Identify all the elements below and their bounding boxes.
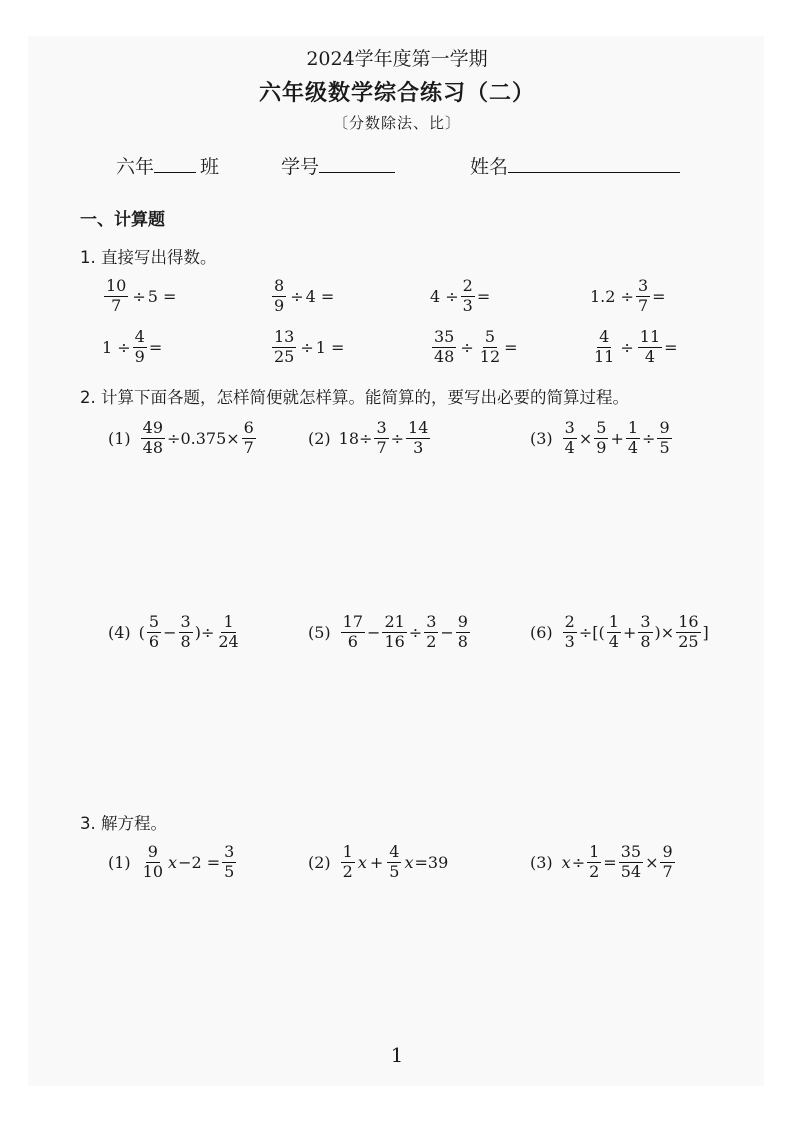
expression-text: × bbox=[645, 852, 659, 872]
fraction bbox=[638, 614, 652, 651]
fraction bbox=[432, 329, 456, 366]
q1-item-1 bbox=[102, 278, 176, 315]
numerator: 3 bbox=[224, 842, 235, 861]
expression-text: − bbox=[367, 622, 381, 642]
fraction bbox=[272, 278, 286, 315]
numerator: 9 bbox=[147, 842, 158, 861]
expression-text: ÷ bbox=[460, 337, 474, 357]
q3-heading: 3. 解方程。 bbox=[80, 814, 167, 833]
denominator: 2 bbox=[342, 861, 353, 881]
numerator: 13 bbox=[274, 327, 295, 346]
denominator: 5 bbox=[389, 861, 400, 881]
denominator: 12 bbox=[479, 346, 501, 366]
school-year-line: 2024学年度第一学期 bbox=[306, 48, 488, 70]
numerator: 49 bbox=[142, 418, 164, 437]
fraction bbox=[636, 278, 650, 315]
q1-item-4 bbox=[590, 278, 666, 315]
q3-equation-1 bbox=[108, 844, 238, 881]
numerator: 3 bbox=[640, 612, 651, 631]
numerator: 2 bbox=[462, 276, 473, 295]
denominator: 10 bbox=[142, 861, 164, 881]
denominator: 7 bbox=[111, 295, 122, 315]
denominator: 8 bbox=[180, 631, 191, 651]
numerator: 8 bbox=[274, 276, 285, 295]
denominator: 4 bbox=[608, 631, 619, 651]
numerator: 11 bbox=[639, 327, 661, 346]
denominator: 25 bbox=[274, 346, 295, 366]
fraction bbox=[626, 420, 640, 457]
fraction bbox=[461, 278, 475, 315]
section-calculation-heading: 一、计算题 bbox=[80, 210, 165, 230]
expression-text: ] bbox=[702, 622, 709, 642]
fraction bbox=[657, 420, 671, 457]
q2-problem-6 bbox=[530, 614, 709, 651]
numerator: 35 bbox=[620, 842, 642, 861]
numerator: 17 bbox=[342, 612, 364, 631]
numerator: 9 bbox=[659, 418, 670, 437]
expression-text: ÷ bbox=[408, 622, 423, 642]
q1-heading: 1. 直接写出得数。 bbox=[80, 248, 217, 267]
fraction bbox=[594, 420, 608, 457]
denominator: 7 bbox=[376, 437, 387, 457]
q1-item-5 bbox=[102, 329, 162, 366]
student-no-label: 学号 bbox=[281, 156, 320, 178]
fraction bbox=[592, 329, 616, 366]
numerator: 21 bbox=[384, 612, 405, 631]
fraction bbox=[179, 614, 193, 651]
expression-text: ÷ bbox=[132, 286, 146, 306]
denominator: 6 bbox=[347, 631, 358, 651]
q1-item-8 bbox=[590, 329, 678, 366]
fraction bbox=[133, 329, 147, 366]
q2-problem-3 bbox=[530, 420, 674, 457]
expression-text: × bbox=[578, 428, 593, 448]
fraction bbox=[478, 329, 502, 366]
fraction bbox=[147, 614, 161, 651]
page-subtitle: 〔分数除法、比〕 bbox=[332, 114, 461, 132]
problem-label: (5) bbox=[308, 622, 331, 642]
denominator: 7 bbox=[662, 861, 673, 881]
expression-text: = bbox=[504, 337, 518, 357]
problem-label: (1) bbox=[108, 428, 131, 448]
numerator: 9 bbox=[457, 612, 468, 631]
expression-text: 4 ÷ bbox=[430, 286, 459, 306]
variable: x bbox=[357, 852, 367, 872]
fraction bbox=[272, 329, 296, 366]
expression-text: ÷ bbox=[571, 852, 586, 872]
expression-text: ÷ bbox=[290, 286, 304, 306]
denominator: 6 bbox=[148, 631, 160, 651]
fraction bbox=[242, 420, 256, 457]
variable: x bbox=[404, 852, 414, 872]
fraction bbox=[676, 614, 700, 651]
expression-text: ÷ bbox=[620, 337, 634, 357]
expression-text: 1 = bbox=[315, 337, 345, 357]
expression-text: −2 = bbox=[178, 852, 221, 872]
numerator: 14 bbox=[408, 418, 429, 437]
numerator: 3 bbox=[180, 612, 191, 631]
class-field bbox=[116, 152, 219, 179]
student-no-field bbox=[281, 152, 395, 179]
denominator: 48 bbox=[434, 346, 455, 366]
numerator: 16 bbox=[678, 612, 699, 631]
numerator: 1 bbox=[589, 842, 600, 861]
denominator: 2 bbox=[426, 631, 437, 651]
numerator: 4 bbox=[599, 327, 610, 346]
fraction bbox=[563, 420, 577, 457]
q1-item-6 bbox=[270, 329, 344, 366]
expression-text: = bbox=[476, 286, 491, 306]
denominator: 8 bbox=[640, 631, 651, 651]
problem-label: (6) bbox=[530, 622, 553, 642]
numerator: 35 bbox=[434, 327, 455, 346]
fraction bbox=[222, 844, 236, 881]
numerator: 1 bbox=[342, 842, 353, 861]
denominator: 25 bbox=[678, 631, 699, 651]
name-label: 姓名 bbox=[470, 156, 509, 178]
q2-problem-1 bbox=[108, 420, 258, 457]
expression-text: 1.2 ÷ bbox=[590, 286, 634, 306]
fraction bbox=[104, 278, 128, 315]
fraction bbox=[341, 844, 355, 881]
expression-text: ÷ bbox=[300, 337, 314, 357]
denominator: 4 bbox=[564, 437, 575, 457]
class-blank[interactable] bbox=[154, 152, 196, 173]
expression-text: 4 = bbox=[305, 286, 335, 306]
denominator: 4 bbox=[627, 437, 639, 457]
fraction bbox=[587, 844, 601, 881]
denominator: 9 bbox=[134, 346, 145, 366]
problem-label: (2) bbox=[308, 852, 331, 872]
fraction bbox=[563, 614, 577, 651]
denominator: 3 bbox=[564, 631, 575, 651]
paper-sheet bbox=[28, 36, 764, 1086]
class-label-prefix: 六年 bbox=[116, 156, 155, 178]
problem-label: (3) bbox=[530, 852, 553, 872]
expression-text: )× bbox=[654, 622, 675, 642]
expression-text: + bbox=[622, 622, 637, 642]
fraction bbox=[607, 614, 621, 651]
q3-equation-3 bbox=[530, 844, 677, 881]
expression-text: − bbox=[163, 622, 177, 642]
denominator: 24 bbox=[218, 631, 239, 651]
name-field bbox=[470, 152, 680, 179]
denominator: 9 bbox=[596, 437, 607, 457]
denominator: 54 bbox=[620, 861, 642, 881]
numerator: 5 bbox=[148, 612, 160, 631]
expression-text: + bbox=[369, 852, 384, 872]
numerator: 5 bbox=[484, 327, 496, 346]
denominator: 5 bbox=[659, 437, 670, 457]
q1-item-2 bbox=[270, 278, 334, 315]
expression-text: = bbox=[148, 337, 163, 357]
numerator: 4 bbox=[134, 327, 145, 346]
fraction bbox=[374, 420, 388, 457]
problem-label: (1) bbox=[108, 852, 131, 872]
denominator: 7 bbox=[637, 295, 649, 315]
expression-text: 18÷ bbox=[338, 428, 373, 448]
q2-problem-4 bbox=[108, 614, 243, 651]
numerator: 3 bbox=[564, 418, 575, 437]
q2-problem-2 bbox=[308, 420, 432, 457]
expression-text: − bbox=[440, 622, 454, 642]
fraction bbox=[619, 844, 643, 881]
denominator: 4 bbox=[644, 346, 656, 366]
numerator: 3 bbox=[376, 418, 387, 437]
numerator: 9 bbox=[662, 842, 673, 861]
expression-text: =39 bbox=[414, 852, 449, 872]
expression-text: = bbox=[603, 852, 617, 872]
denominator: 3 bbox=[413, 437, 424, 457]
expression-text: = bbox=[652, 286, 666, 306]
numerator: 2 bbox=[564, 612, 575, 631]
denominator: 5 bbox=[224, 861, 235, 881]
denominator: 11 bbox=[594, 346, 615, 366]
fraction bbox=[456, 614, 470, 651]
numerator: 5 bbox=[596, 418, 607, 437]
numerator: 3 bbox=[637, 276, 649, 295]
fraction bbox=[660, 844, 674, 881]
expression-text: ÷0.375× bbox=[167, 428, 240, 448]
fraction bbox=[424, 614, 438, 651]
denominator: 8 bbox=[457, 631, 468, 651]
student-no-blank[interactable] bbox=[319, 152, 395, 173]
expression-text: = bbox=[664, 337, 678, 357]
expression-text: ÷ bbox=[642, 428, 656, 448]
expression-text: 1 ÷ bbox=[102, 337, 131, 357]
denominator: 7 bbox=[243, 437, 254, 457]
problem-label: (2) bbox=[308, 428, 331, 448]
numerator: 6 bbox=[243, 418, 254, 437]
fraction bbox=[382, 614, 406, 651]
expression-text: )÷ bbox=[194, 622, 215, 642]
numerator: 1 bbox=[627, 418, 639, 437]
fraction bbox=[341, 614, 365, 651]
fraction bbox=[406, 420, 430, 457]
page-number: 1 bbox=[390, 1043, 404, 1067]
fraction bbox=[141, 844, 165, 881]
denominator: 9 bbox=[274, 295, 285, 315]
numerator: 10 bbox=[106, 276, 127, 295]
denominator: 2 bbox=[589, 861, 600, 881]
problem-label: (3) bbox=[530, 428, 553, 448]
class-label-suffix: 班 bbox=[200, 156, 220, 178]
variable: x bbox=[561, 852, 571, 872]
denominator: 16 bbox=[384, 631, 405, 651]
page-title: 六年级数学综合练习（二） bbox=[258, 81, 535, 106]
q3-equation-2 bbox=[308, 844, 448, 881]
q2-problem-5 bbox=[308, 614, 472, 651]
numerator: 1 bbox=[608, 612, 619, 631]
variable: x bbox=[168, 852, 178, 872]
expression-text: + bbox=[610, 428, 624, 448]
expression-text: ( bbox=[138, 622, 145, 642]
expression-text: 5 = bbox=[147, 286, 177, 306]
expression-text: ÷ bbox=[390, 428, 405, 448]
numerator: 3 bbox=[426, 612, 437, 631]
q2-heading: 2. 计算下面各题，怎样简便就怎样算。能简算的，要写出必要的简算过程。 bbox=[80, 388, 629, 407]
fraction bbox=[216, 614, 240, 651]
expression-text: ÷[( bbox=[578, 622, 605, 642]
q1-item-3 bbox=[430, 278, 490, 315]
denominator: 48 bbox=[142, 437, 164, 457]
name-blank[interactable] bbox=[508, 152, 680, 173]
fraction bbox=[387, 844, 401, 881]
fraction bbox=[141, 420, 165, 457]
denominator: 3 bbox=[462, 295, 473, 315]
numerator: 1 bbox=[223, 612, 234, 631]
problem-label: (4) bbox=[108, 622, 131, 642]
q1-item-7 bbox=[430, 329, 518, 366]
fraction bbox=[638, 329, 662, 366]
numerator: 4 bbox=[389, 842, 400, 861]
